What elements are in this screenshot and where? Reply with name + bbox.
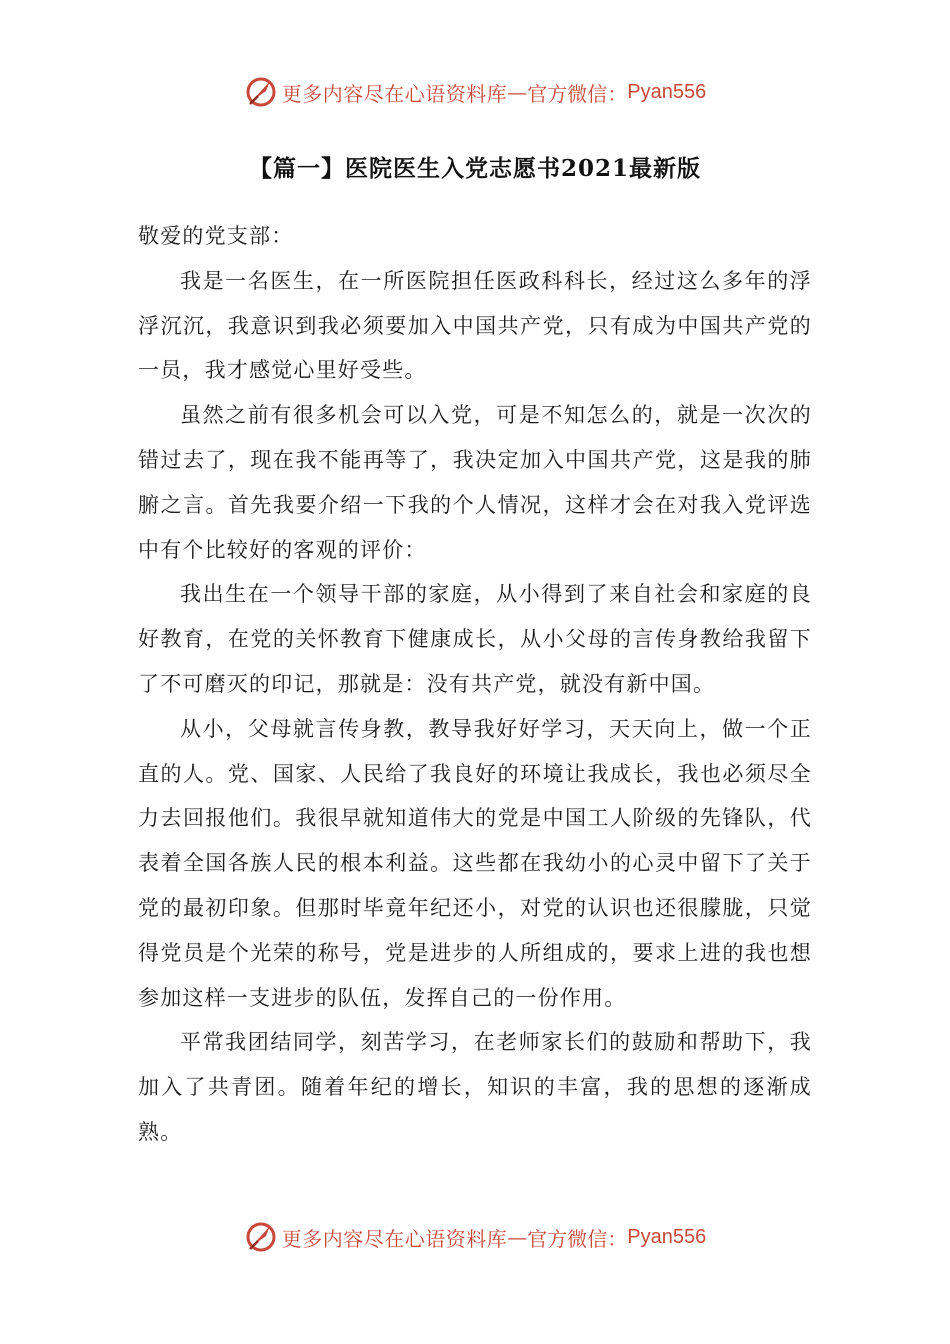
- banner-text: 更多内容尽在心语资料库: [281, 81, 508, 106]
- paragraph: 从小，父母就言传身教，教导我好好学习，天天向上，做一个正直的人。党、国家、人民给了我良好的环境让我成长，我也必须尽全力去回报他们。我很早就知道伟大的党是中国工人阶级的先锋队，代表着全国各族人民的根本利益。这些都在我幼小的心灵中留下了关于党的最初印象。但那时毕竟年纪还小，对党的认识也还很朦胧，只觉得党员是个光荣的称号，党是进步的人所组成的，要求上进的我也想参加这样一支进步的队伍，发挥自己的一份作用。: [138, 716, 812, 1010]
- document-title: 【篇一】医院医生入党志愿书2021最新版: [248, 155, 701, 182]
- banner-separator: —: [507, 80, 528, 104]
- banner-wechat-id: Pyan556: [627, 1225, 707, 1248]
- salutation: 敬爱的党支部：: [138, 224, 294, 248]
- quill-logo-icon: [244, 75, 278, 109]
- document-body: [138, 214, 812, 1155]
- footer-banner: [0, 1215, 950, 1259]
- paragraph: 我出生在一个领导干部的家庭，从小得到了来自社会和家庭的良好教育，在党的关怀教育下健康成长，从小父母的言传身教给我留下了不可磨灭的印记，那就是：没有共产党，就没有新中国。: [138, 582, 812, 696]
- paragraph: 平常我团结同学，刻苦学习，在老师家长们的鼓励和帮助下，我加入了共青团。随着年纪的增长，知识的丰富，我的思想的逐渐成熟。: [138, 1030, 812, 1144]
- banner-wechat-label: 官方微信：: [527, 1226, 628, 1251]
- banner-text: 更多内容尽在心语资料库: [281, 1226, 508, 1251]
- paragraph: 虽然之前有很多机会可以入党，可是不知怎么的，就是一次次的错过去了，现在我不能再等了，我决定加入中国共产党，这是我的肺腑之言。首先我要介绍一下我的个人情况，这样才会在对我入党评选中有个比较好的客观的评价：: [138, 403, 812, 562]
- header-banner: [0, 70, 950, 114]
- banner-wechat-id: Pyan556: [627, 80, 707, 103]
- banner-wechat-label: 官方微信：: [527, 81, 628, 106]
- banner-separator: —: [507, 1225, 528, 1249]
- paragraph: 我是一名医生，在一所医院担任医政科科长，经过这么多年的浮浮沉沉，我意识到我必须要加入中国共产党，只有成为中国共产党的一员，我才感觉心里好受些。: [138, 268, 812, 383]
- quill-logo-icon: [244, 1220, 278, 1254]
